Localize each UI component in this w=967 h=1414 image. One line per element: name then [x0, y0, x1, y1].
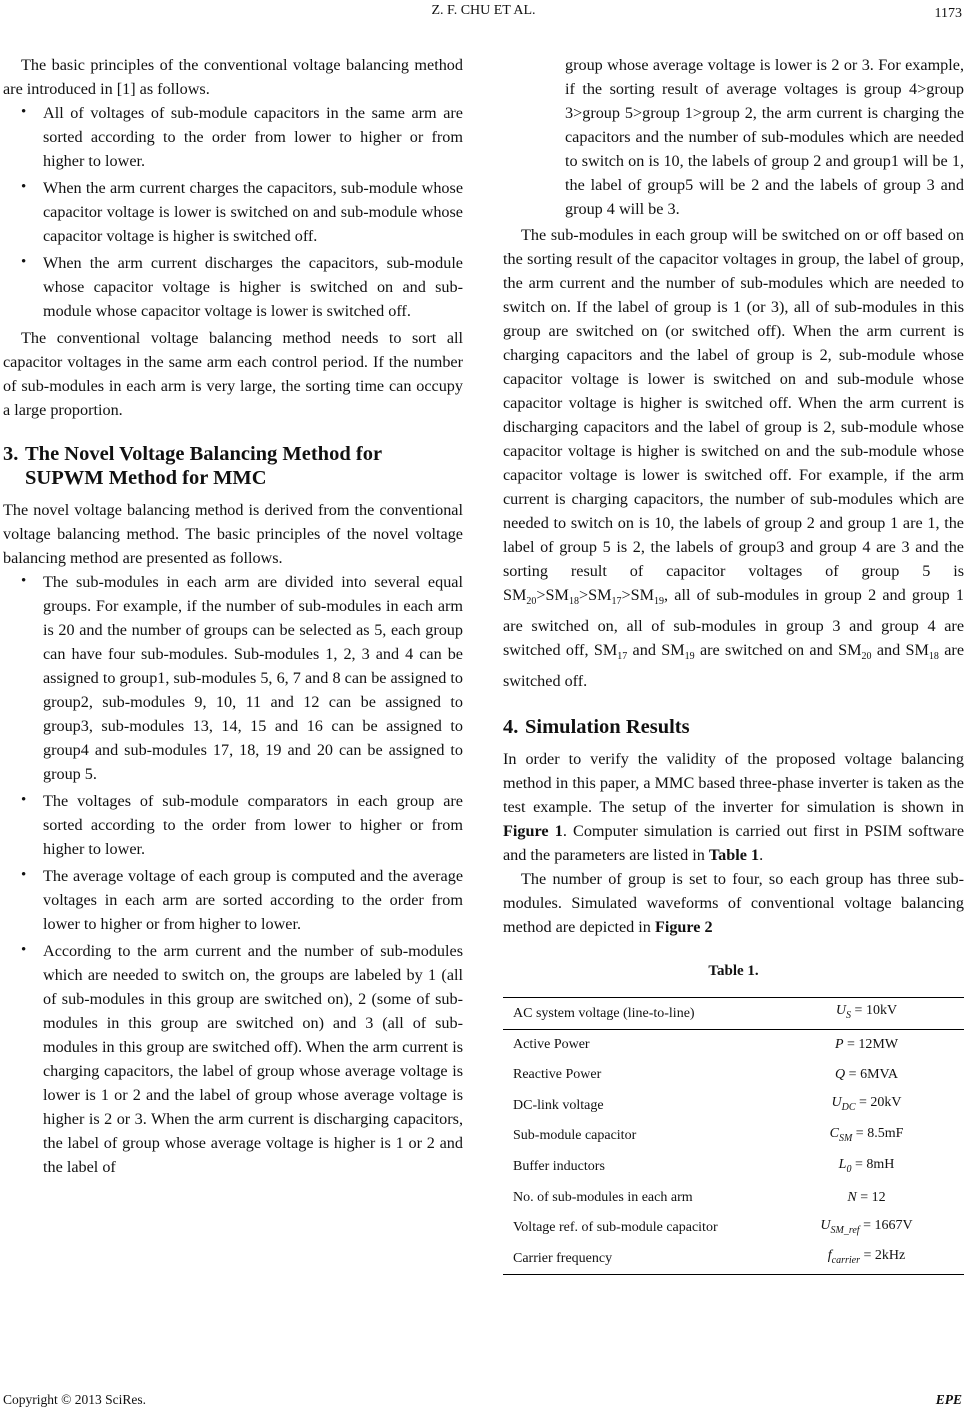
table-cell-value [769, 1030, 964, 1061]
simulation-paragraph-1 [503, 747, 964, 867]
sm-subscript: 20 [861, 651, 872, 663]
table-row [503, 1060, 964, 1090]
table-row [503, 1030, 964, 1061]
paragraph-text: , all of sub-modules in group 2 and group 1 are switched on, all of sub-modules in group 3 and group 4 are switched off, [503, 586, 964, 660]
table-cell-value [769, 1243, 964, 1274]
sm-label: SM [661, 641, 685, 660]
table-row [503, 1213, 964, 1244]
symbol-subscript: 0 [846, 1163, 852, 1175]
value: = 10kV [851, 1003, 898, 1019]
symbol-subscript: SM [838, 1132, 853, 1144]
section-number: 3. [3, 443, 19, 465]
list-item [3, 176, 463, 248]
list-item [3, 939, 463, 1179]
value: = 8mH [851, 1156, 895, 1172]
bullet-icon: • [21, 867, 27, 883]
paragraph-text: . Computer simulation is carried out first in PSIM software and the parameters are listed in [503, 822, 965, 865]
sm-label: SM [630, 586, 655, 604]
conventional-principles-list [3, 101, 463, 323]
table-cell-value [769, 1060, 964, 1090]
section-title-line1: The Novel Voltage Balancing Method for [25, 443, 383, 465]
table-cell-param: AC system voltage (line-to-line) [503, 998, 769, 1030]
value: = 12MW [843, 1037, 899, 1053]
gt-symbol: > [536, 586, 546, 604]
parameters-table [503, 997, 964, 1275]
paragraph-text: are switched on and [694, 641, 839, 660]
figure-2-reference: Figure 2 [654, 918, 713, 937]
simulation-paragraph-2 [503, 867, 964, 939]
section-number: 4. [503, 716, 519, 739]
section-3-heading [3, 442, 463, 490]
symbol-subscript: carrier [831, 1255, 860, 1267]
table-cell-value [769, 1121, 964, 1152]
value: = 1667V [859, 1217, 913, 1233]
table-cell-value [769, 1152, 964, 1183]
copyright-notice: Copyright © 2013 SciRes. [3, 1392, 147, 1407]
table-cell-param: Carrier frequency [503, 1243, 769, 1274]
symbol-subscript: S [846, 1010, 852, 1022]
symbol: L [838, 1156, 847, 1172]
table-row [503, 1152, 964, 1183]
sm-label: SM [545, 586, 569, 604]
sm-label: SM [593, 641, 618, 660]
list-item [3, 251, 463, 323]
section-title-line2: SUPWM Method for MMC [25, 467, 267, 489]
table-row [503, 1090, 964, 1121]
symbol: C [829, 1126, 839, 1142]
sm-subscript: 19 [684, 651, 695, 663]
symbol-subscript: SM_ref [830, 1224, 860, 1236]
list-item-text: The average voltage of each group is computed and the average voltages in each arm are sorted according to the order from lower to higher or from higher to lower. [43, 867, 463, 933]
sm-subscript: 18 [928, 651, 939, 663]
gt-symbol: > [621, 586, 631, 604]
list-item [3, 789, 463, 861]
table-1-reference: Table 1 [708, 846, 760, 865]
bullet-icon: • [21, 942, 27, 958]
table-cell-value [769, 1183, 964, 1213]
symbol: U [835, 1003, 847, 1019]
running-head: Z. F. CHU ET AL. [431, 3, 536, 18]
value: = 2kHz [860, 1248, 906, 1264]
symbol: U [820, 1217, 831, 1233]
table-cell-value [769, 998, 964, 1030]
section-title: Simulation Results [525, 716, 690, 739]
table-row [503, 1183, 964, 1213]
table-cell-value [769, 1090, 964, 1121]
intro-paragraph: The basic principles of the conventional voltage balancing method are introduced in [1] as follows. [3, 56, 463, 98]
table-row [503, 1243, 964, 1274]
sm-label: SM [838, 641, 862, 660]
sm-subscript: 18 [568, 596, 579, 608]
bullet-icon: • [21, 254, 27, 270]
bullet-continuation: group whose average voltage is lower is 2 or 3. For example, if the sorting result of average voltages is group 4>group 3>group 5>group 1>group 2, the arm current is charging the capacitors and the number of sub-modules which are needed to switch on is 10, the labels of group 2 and group1 will be 1, the label of group5 will be 2 and the labels of group 3 and group 4 will be 3. [565, 56, 964, 218]
sm-label: SM [503, 586, 527, 604]
figure-1-reference: Figure 1 [503, 822, 563, 841]
paragraph-text: and [627, 641, 662, 660]
sm-subscript: 20 [526, 596, 537, 608]
sm-subscript: 17 [611, 596, 622, 608]
list-item-text: The sub-modules in each arm are divided into several equal groups. For example, if the number of sub-modules in each arm is 20 and the number of groups can be selected as 5, each group can have four sub-modules. Sub-modules 1, 2, 3 and 4 can be assigned to group1, sub-modules 5, 6, 7 and 8 can be assigned to group2, sub-modules 9, 10, 11 and 12 can be assigned to group3, sub-modules 13, 14, 15 and 16 can be assigned to group4 and sub-modules 17, 18, 19 and 20 can be assigned to group 5. [43, 573, 463, 783]
page-number: 1173 [934, 6, 962, 21]
bullet-icon: • [21, 104, 27, 120]
symbol: f [827, 1248, 832, 1264]
table-row [503, 998, 964, 1030]
list-item-text: When the arm current discharges the capacitors, sub-module whose capacitor voltage is higher is switched on and sub-module whose capacitor voltage is lower is switched off. [43, 254, 463, 320]
value: = 12 [856, 1189, 886, 1205]
list-item-text: The voltages of sub-module comparators in each group are sorted according to the order from lower to higher or from higher to lower. [43, 792, 463, 858]
table-cell-param: Voltage ref. of sub-module capacitor [513, 1220, 718, 1236]
symbol-subscript: DC [841, 1102, 856, 1114]
bullet-icon: • [21, 792, 27, 808]
paragraph-text: . [759, 846, 764, 865]
gt-symbol: > [578, 586, 589, 604]
table-title: Table 1. [708, 963, 759, 980]
right-column [503, 53, 964, 1275]
journal-name: EPE [935, 1392, 962, 1407]
table-cell-param: Reactive Power [513, 1067, 602, 1083]
symbol: P [834, 1037, 844, 1053]
table-cell-param: DC-link voltage [513, 1097, 604, 1113]
list-item-text: When the arm current charges the capacitors, sub-module whose capacitor voltage is lower is switched on and sub-module whose capacitor voltage is higher is switched off. [43, 179, 463, 245]
group-switching-paragraph [503, 223, 964, 693]
page-header [0, 0, 967, 30]
table-cell-value [769, 1213, 964, 1244]
conventional-paragraph: The conventional voltage balancing method needs to sort all capacitor voltages in the same arm each control period. If the number of sub-modules in each arm is very large, the sorting time can occupy a large proportion. [3, 329, 463, 419]
symbol: Q [835, 1067, 846, 1083]
paragraph-text: In order to verify the validity of the proposed voltage balancing method in this paper, a MMC based three-phase inverter is taken as the test example. The setup of the inverter for simulation is shown in [503, 750, 964, 817]
sm-subscript: 19 [654, 596, 665, 608]
value: = 8.5mF [852, 1126, 904, 1142]
table-cell-param: Active Power [513, 1037, 590, 1053]
bullet-icon: • [21, 179, 27, 195]
table-cell-param: Buffer inductors [513, 1159, 605, 1175]
value: = 20kV [855, 1095, 902, 1111]
bullet-icon: • [21, 573, 27, 589]
paragraph-text: The sub-modules in each group will be switched on or off based on the sorting result of the capacitor voltages in group, the label of group, the arm current and the number of sub-modules which are needed to switch on. If the label of group is 1 (or 3), all of sub-modules in this group are switched on (or switched off). When the arm current is charging capacitors and the label of group is 2, sub-module whose capacitor voltage is lower is switched on and sub-module whose capacitor voltage is higher is switched off. When the arm current is discharging capacitors and the label of group is 2, sub-module whose capacitor voltage is higher is switched on and the sub-module whose capacitor voltage is lower is switched off. For example, if the arm current is charging capacitors, the number of sub-modules which are needed to switch on is 10, the labels of group 2 and group 1 are 1, the label of group 5 is 2, the labels of group3 and group 4 are 3 and the sorting result of capacitor voltages of group 5 is [503, 226, 964, 580]
list-item [3, 101, 463, 173]
section-4-heading [503, 715, 964, 739]
paragraph-text: and [871, 641, 906, 660]
symbol: U [831, 1095, 842, 1111]
novel-principles-list [3, 570, 463, 1179]
table-row [503, 1121, 964, 1152]
sm-label: SM [588, 586, 612, 604]
sm-subscript: 17 [617, 651, 628, 663]
list-item-text: According to the arm current and the number of sub-modules which are needed to switch on, the groups are labeled by 1 (all of sub-modules in this group are switched on), 2 (some of sub-modules in this group are switched on) and 3 (all of sub-modules in this group are switched off). When the arm current is charging capacitors, the label of group whose average voltage is lower is 1 or 2 and the label of group whose average voltage is higher is 2 or 3. When the arm current is discharging capacitors, the label of group whose average voltage is higher is 1 or 2 and the label of [43, 942, 463, 1176]
paragraph-text: are switched off. [503, 641, 964, 691]
sm-label: SM [905, 641, 929, 660]
list-item [3, 864, 463, 936]
left-column [3, 53, 463, 1182]
novel-method-paragraph: The novel voltage balancing method is derived from the conventional voltage balancing method. The basic principles of the novel voltage balancing method are presented as follows. [3, 501, 463, 567]
list-item [3, 570, 463, 786]
table-cell-param: No. of sub-modules in each arm [513, 1189, 693, 1205]
paragraph-text: The number of group is set to four, so each group has three sub-modules. Simulated waveforms of conventional voltage balancing method are depicted in [503, 870, 964, 937]
list-item-text: All of voltages of sub-module capacitors in the same arm are sorted according to the order from lower to higher or from higher to lower. [43, 104, 463, 170]
value: = 6MVA [845, 1067, 898, 1083]
table-cell-param: Sub-module capacitor [513, 1128, 637, 1144]
symbol: N [847, 1189, 857, 1205]
